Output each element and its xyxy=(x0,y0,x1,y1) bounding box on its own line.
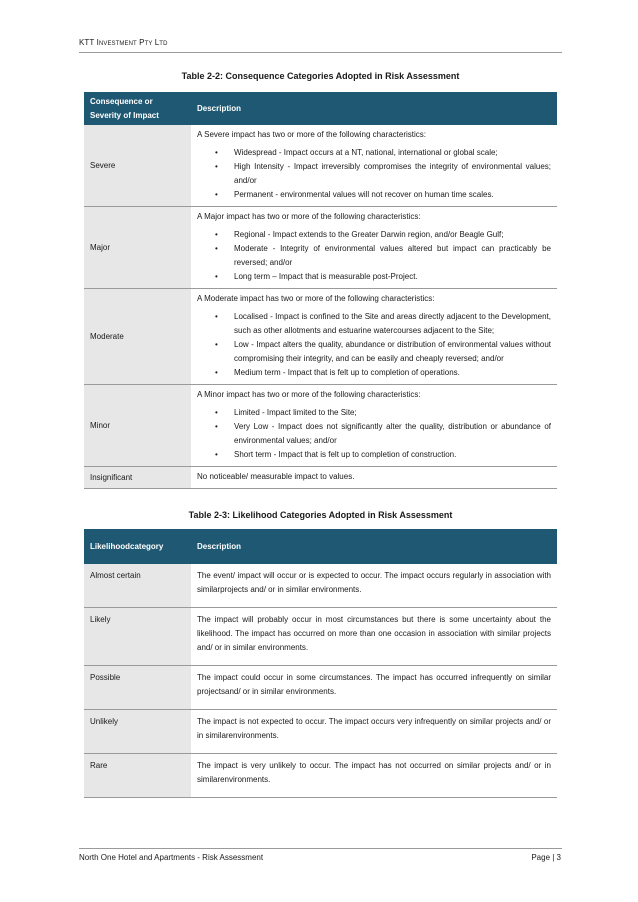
company-name: KTT Investment Pty Ltd xyxy=(79,38,168,47)
column-header-description: Description xyxy=(191,92,557,125)
description-intro: A Moderate impact has two or more of the following characteristics: xyxy=(197,294,435,303)
table-row xyxy=(84,754,557,798)
bullet-icon: • xyxy=(215,148,218,157)
bullet-icon: • xyxy=(215,368,218,377)
description-intro: A Minor impact has two or more of the following characteristics: xyxy=(197,390,421,399)
table-row xyxy=(84,207,557,289)
list-item: • Moderate - Integrity of environmental values altered but impact can practicably be reversed; and/or xyxy=(215,244,551,267)
bullet-icon: • xyxy=(215,408,218,417)
category-cell: Minor xyxy=(84,385,191,467)
description-cell: The impact is very unlikely to occur. The impact has not occurred on similar projects and/ or in similarenvironments. xyxy=(191,754,557,798)
description-cell xyxy=(191,125,557,207)
bullet-list xyxy=(211,228,551,284)
table-row xyxy=(84,666,557,710)
column-header-description: Description xyxy=(191,529,557,564)
bullet-icon: • xyxy=(215,190,218,199)
category-cell: Unlikely xyxy=(84,710,191,754)
description-cell: The impact is not expected to occur. The impact occurs very infrequently on similar projects and/ or in similarenvironments. xyxy=(191,710,557,754)
table-row xyxy=(84,467,557,489)
footer-page-number: Page | 3 xyxy=(531,853,561,862)
consequence-table xyxy=(84,92,557,489)
list-item: • High Intensity - Impact irreversibly compromises the integrity of environmental values; and/or xyxy=(215,162,551,185)
bullet-icon: • xyxy=(215,450,218,459)
table-row xyxy=(84,608,557,666)
bullet-list xyxy=(211,146,551,202)
list-item: • Permanent - environmental values will not recover on human time scales. xyxy=(211,188,551,202)
table-row xyxy=(84,564,557,608)
description-cell: The event/ impact will occur or is expected to occur. The impact occurs regularly in association with similarprojects and/ or in similar environments. xyxy=(191,564,557,608)
description-cell: The impact will probably occur in most circumstances but there is some uncertainty about the likelihood. The impact has occurred on more than one occasion in association with similar projects and/ or in similar environments. xyxy=(191,608,557,666)
description-cell: No noticeable/ measurable impact to values. xyxy=(191,467,557,489)
bullet-icon: • xyxy=(215,244,218,253)
column-header-consequence: Consequence or Severity of Impact xyxy=(84,92,191,125)
category-cell: Moderate xyxy=(84,289,191,385)
list-item: • Medium term - Impact that is felt up to completion of operations. xyxy=(211,366,551,380)
bullet-icon: • xyxy=(215,340,218,349)
description-cell xyxy=(191,385,557,467)
table-header-row xyxy=(84,529,557,564)
category-cell: Likely xyxy=(84,608,191,666)
category-cell: Possible xyxy=(84,666,191,710)
footer-rule xyxy=(79,848,562,849)
category-cell: Rare xyxy=(84,754,191,798)
category-cell: Major xyxy=(84,207,191,289)
page-header xyxy=(79,38,562,47)
category-cell: Almost certain xyxy=(84,564,191,608)
list-item: • Localised - Impact is confined to the Site and areas directly adjacent to the Development, such as other allotments and estuarine watercourses adjacent to the Site; xyxy=(215,312,551,335)
list-item: • Very Low - Impact does not significantly alter the quality, distribution or abundance of environmental values; and/or xyxy=(215,422,551,445)
bullet-icon: • xyxy=(215,422,218,431)
footer-document-title: North One Hotel and Apartments - Risk Assessment xyxy=(79,853,264,862)
column-header-likelihood: Likelihoodcategory xyxy=(84,529,191,564)
bullet-list xyxy=(211,310,551,380)
list-item: • Regional - Impact extends to the Greater Darwin region, and/or Beagle Gulf; xyxy=(211,228,551,242)
bullet-icon: • xyxy=(215,312,218,321)
list-item: • Widespread - Impact occurs at a NT, national, international or global scale; xyxy=(211,146,551,160)
likelihood-table xyxy=(84,529,557,798)
table-row xyxy=(84,125,557,207)
list-item: • Short term - Impact that is felt up to completion of construction. xyxy=(211,448,551,462)
table-header-row xyxy=(84,92,557,125)
category-cell: Insignificant xyxy=(84,467,191,489)
table-row xyxy=(84,710,557,754)
table-2-3-caption: Table 2-3: Likelihood Categories Adopted in Risk Assessment xyxy=(188,510,453,520)
bullet-icon: • xyxy=(215,230,218,239)
table-2-2-caption: Table 2-2: Consequence Categories Adopted in Risk Assessment xyxy=(181,71,460,81)
description-intro: A Severe impact has two or more of the following characteristics: xyxy=(197,130,426,139)
description-cell: The impact could occur in some circumstances. The impact has occurred infrequently on similar projectsand/ or in similar environments. xyxy=(191,666,557,710)
list-item: • Long term – Impact that is measurable post-Project. xyxy=(211,270,551,284)
table-row xyxy=(84,289,557,385)
category-cell: Severe xyxy=(84,125,191,207)
bullet-list xyxy=(211,406,551,462)
list-item: • Low - Impact alters the quality, abundance or distribution of environmental values without compromising their integrity, and can be easily and cheaply reversed; and/or xyxy=(215,340,551,363)
description-cell xyxy=(191,289,557,385)
description-cell xyxy=(191,207,557,289)
list-item: • Limited - Impact limited to the Site; xyxy=(211,406,551,420)
header-rule xyxy=(79,52,562,53)
table-row xyxy=(84,385,557,467)
description-intro: A Major impact has two or more of the following characteristics: xyxy=(197,212,421,221)
bullet-icon: • xyxy=(215,272,218,281)
bullet-icon: • xyxy=(215,162,218,171)
